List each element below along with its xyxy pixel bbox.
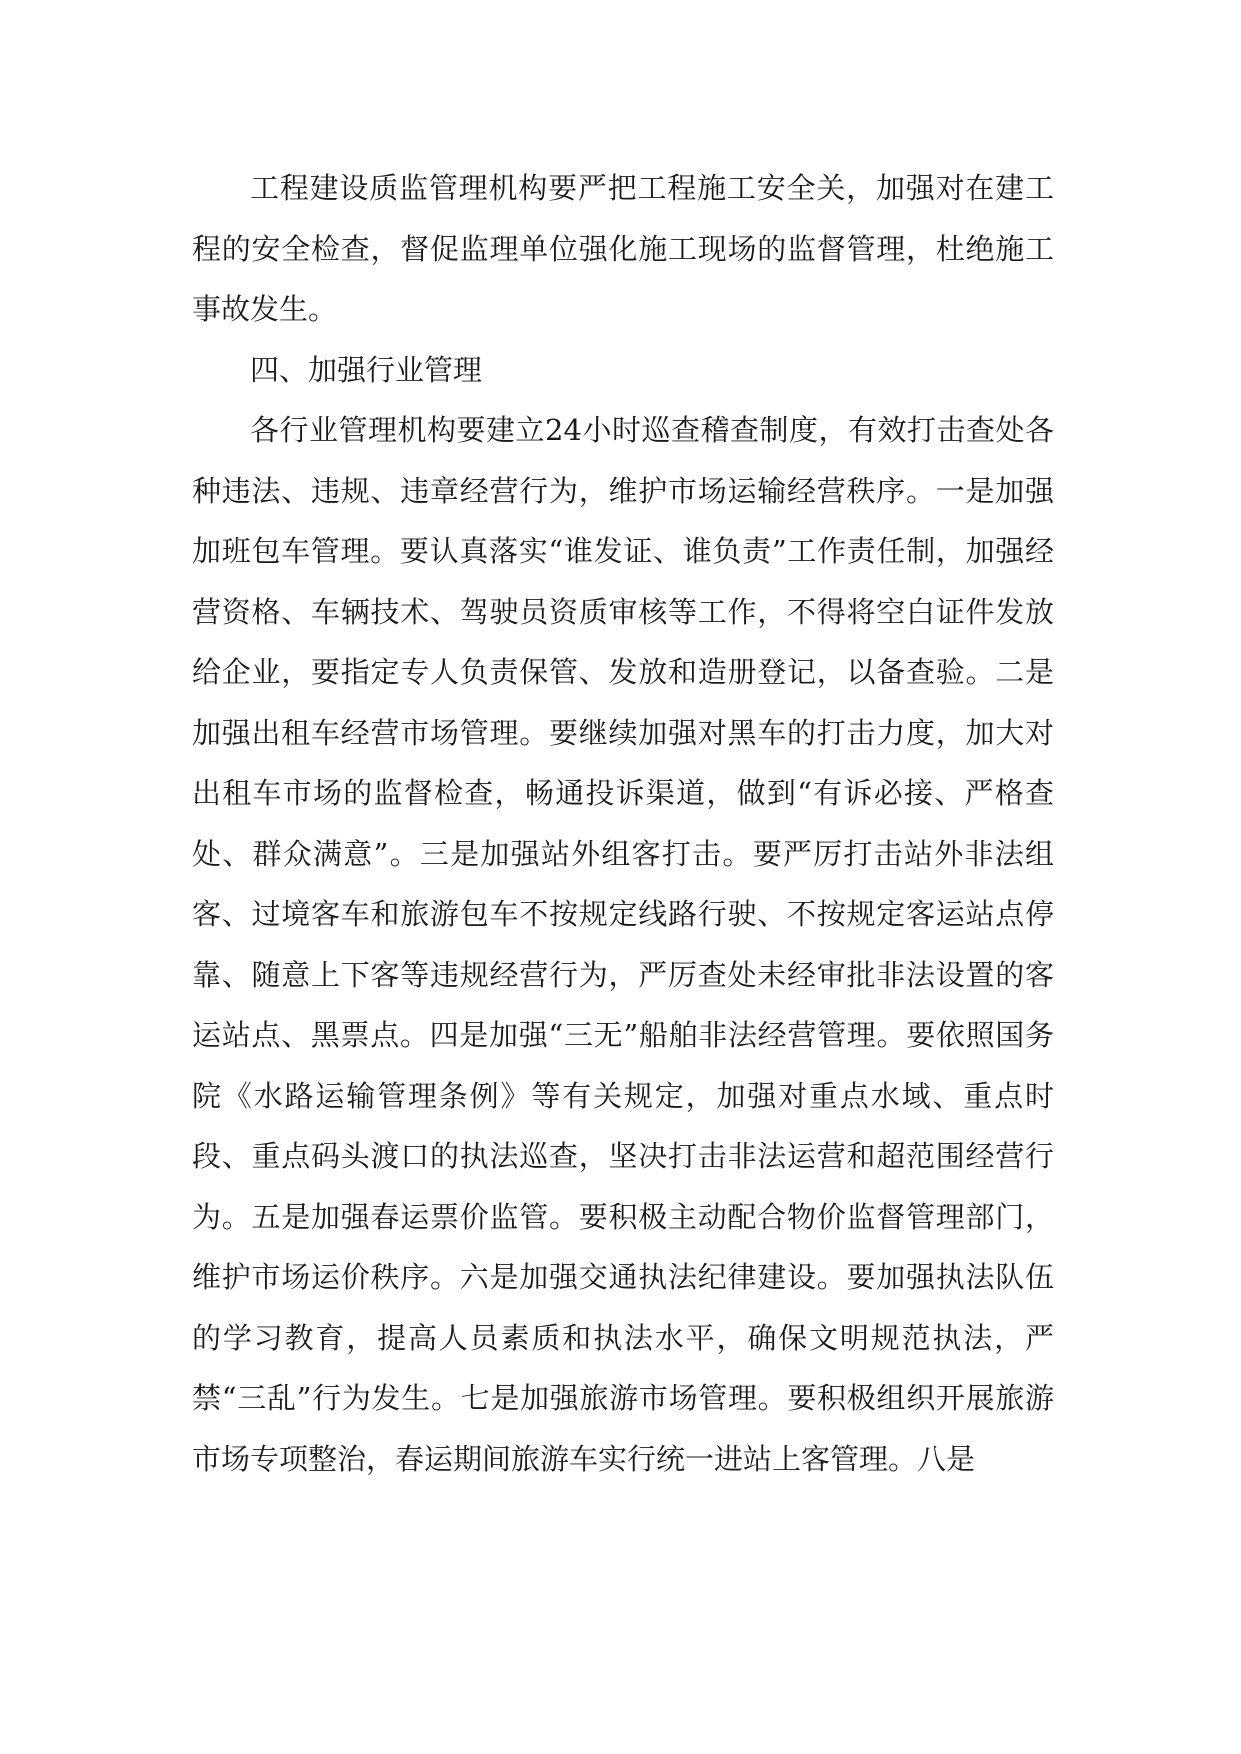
paragraph-industry-management: 各行业管理机构要建立24小时巡查稽查制度，有效打击查处各种违法、违规、违章经营行为，维护市场运输经营秩序。一是加强加班包车管理。要认真落实“谁发证、谁负责”工作责任制，加强经营资格、车辆技术、驾驶员资质审核等工作，不得将空白证件发放给企业，要指定专人负责保管、发放和造册登记，以备查验。二是加强出租车经营市场管理。要继续加强对黑车的打击力度，加大对出租车市场的监督检查，畅通投诉渠道，做到“有诉必接、严格查处、群众满意”。三是加强站外组客打击。要严厉打击站外非法组客、过境客车和旅游包车不按规定线路行驶、不按规定客运站点停靠、随意上下客等违规经营行为，严厉查处未经审批非法设置的客运站点、黑票点。四是加强“三无”船舶非法经营管理。要依照国务院《水路运输管理条例》等有关规定，加强对重点水域、重点时段、重点码头渡口的执法巡查，坚决打击非法运营和超范围经营行为。五是加强春运票价监管。要积极主动配合物价监督管理部门，维护市场运价秩序。六是加强交通执法纪律建设。要加强执法队伍的学习教育，提高人员素质和执法水平，确保文明规范执法，严禁“三乱”行为发生。七是加强旅游市场管理。要积极组织开展旅游市场专项整治，春运期间旅游车实行统一进站上客管理。八是	[192, 413, 1054, 1476]
document-body	[192, 158, 1054, 1489]
paragraph-quality-supervision: 工程建设质监管理机构要严把工程施工安全关，加强对在建工程的安全检查，督促监理单位强化施工现场的监督管理，杜绝施工事故发生。	[192, 171, 1054, 326]
section-heading-industry-management: 四、加强行业管理	[250, 352, 483, 387]
